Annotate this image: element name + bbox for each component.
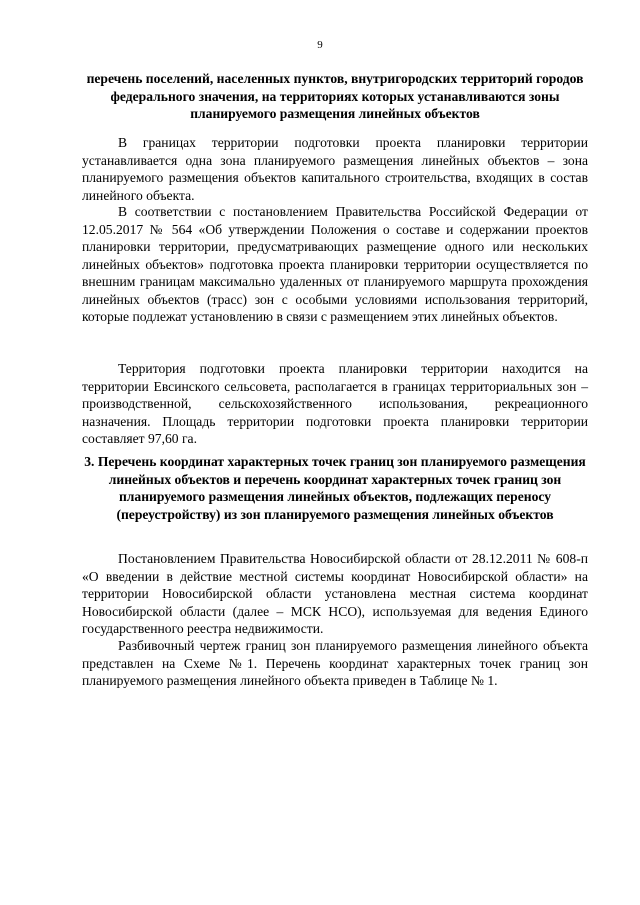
paragraph-zone-description: В границах территории подготовки проекта планировки территории устанавливается одна зона планируемого размещения линейных объектов – зона планируемого размещения объектов капитального строительства, входящих в состав линейного объекта.: [82, 135, 588, 203]
section-intro-heading: перечень поселений, населенных пунктов, внутригородских территорий городов федерального значения, на территориях которых устанавливаются зоны планируемого размещения линейных объектов: [86, 71, 584, 121]
paragraph-territory-location: Территория подготовки проекта планировки территории находится на территории Евсинского сельсовета, располагается в границах территориальных зон – производственной, сельскохозяйственного использования, рекреационного назначения. Площадь территории подготовки проекта планировки территории составляет 97,60 га.: [82, 361, 588, 446]
paragraph-coordinate-system: Постановлением Правительства Новосибирской области от 28.12.2011 № 608-п «О введении в действие местной системы координат Новосибирской области» на территории Новосибирской области установлена местная система координат Новосибирской области (далее – МСК НСО), используемая для ведения Единого государственного реестра недвижимости.: [82, 551, 588, 636]
paragraph-regulation-reference: В соответствии с постановлением Правительства Российской Федерации от 12.05.2017 № 564 «Об утверждении Положения о составе и содержании проектов планировки территории, предусматривающих размещение одного или нескольких линейных объектов» подготовка проекта планировки территории осуществляется по внешним границам максимально удаленных от планируемого маршрута прохождения линейных объектов (трасс) зон с особыми условиями использования территорий, которые подлежат установлению в связи с размещением этих линейных объектов.: [82, 204, 588, 324]
section-3-heading: 3. Перечень координат характерных точек границ зон планируемого размещения линейных объектов и перечень координат характерных точек границ зон планируемого размещения линейных объектов, подлежащих переносу (переустройству) из зон планируемого размещения линейных объектов: [84, 454, 586, 522]
paragraph-layout-drawing: Разбивочный чертеж границ зон планируемого размещения линейного объекта представлен на Схеме №1. Перечень координат характерных точек границ зон планируемого размещения линейного объекта приведен в Таблице № 1.: [82, 638, 588, 688]
page-number: 9: [317, 39, 323, 51]
